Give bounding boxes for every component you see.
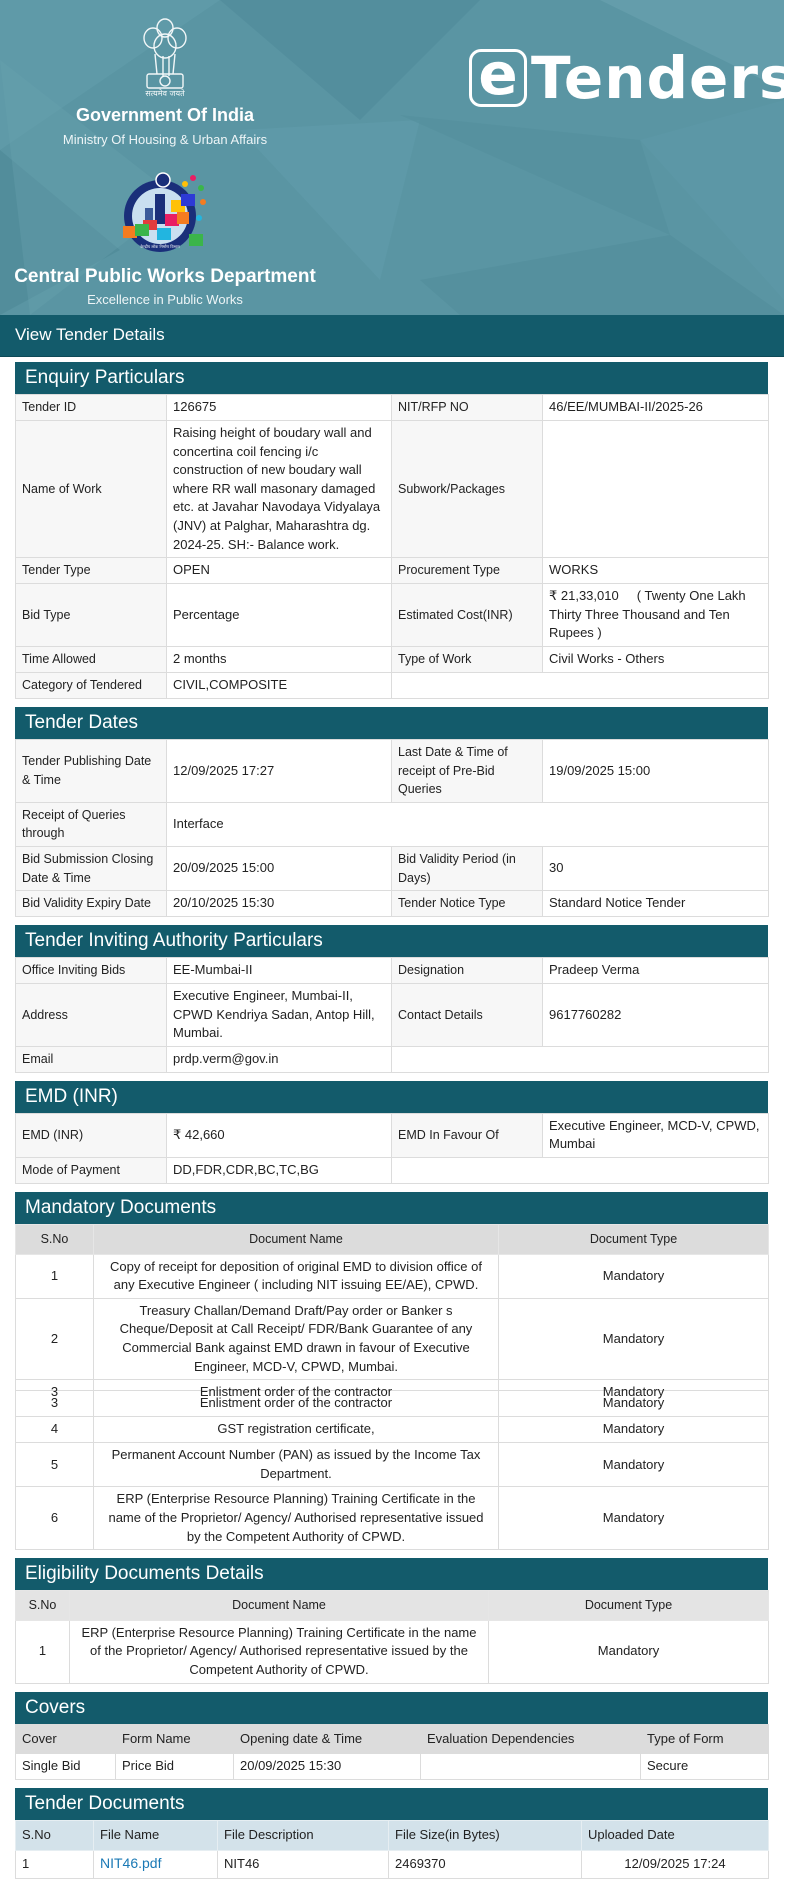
- contact-value: 9617760282: [543, 984, 769, 1047]
- file-cell: [94, 1850, 218, 1878]
- form-type-value: Secure: [641, 1754, 769, 1780]
- gov-title: Government Of India: [75, 105, 255, 125]
- section-enquiry-particulars: [15, 362, 768, 699]
- opening-date-value: 20/09/2025 15:30: [234, 1754, 421, 1780]
- table-header-row: [16, 1225, 769, 1255]
- table-row: [16, 584, 769, 647]
- doc-sno: 4: [16, 1417, 94, 1443]
- bid-type-value: Percentage: [167, 584, 392, 647]
- etenders-e-icon: e: [469, 49, 527, 107]
- column-header: Uploaded Date: [582, 1821, 769, 1851]
- tender-documents-table: [15, 1820, 769, 1879]
- column-header: Form Name: [116, 1724, 234, 1754]
- section-title: Mandatory Documents: [15, 1192, 768, 1224]
- column-header: S.No: [16, 1225, 94, 1255]
- column-header: Cover: [16, 1724, 116, 1754]
- cpwd-logo-text: केन्द्रीय लोक निर्माण विभाग: [140, 244, 180, 249]
- table-row: [16, 1417, 769, 1443]
- uploaded-date: 12/09/2025 17:24: [582, 1850, 769, 1878]
- field-label: Bid Submission Closing Date & Time: [16, 846, 167, 890]
- table-row: [16, 984, 769, 1047]
- table-row: [16, 1046, 769, 1072]
- table-row: [16, 395, 769, 421]
- estimated-cost-value: [543, 584, 769, 647]
- doc-name: Copy of receipt for deposition of original EMD to division office of any Executive Engineer ( including NIT issuing EE/AE), CPWD.: [94, 1254, 499, 1298]
- doc-name: Enlistment order of the contractor: [94, 1391, 499, 1417]
- field-label: Email: [16, 1046, 167, 1072]
- table-row: [16, 672, 769, 698]
- section-eligibility-documents: [15, 1558, 768, 1683]
- field-label: Bid Validity Expiry Date: [16, 891, 167, 917]
- field-label: Mode of Payment: [16, 1158, 167, 1184]
- mandatory-documents-table: [15, 1224, 769, 1550]
- table-row: [16, 1158, 769, 1184]
- emd-favour-value: Executive Engineer, MCD-V, CPWD, Mumbai: [543, 1113, 769, 1157]
- field-label: Bid Type: [16, 584, 167, 647]
- dept-title: Central Public Works Department: [14, 266, 316, 287]
- doc-sno: 2: [16, 1298, 94, 1379]
- section-inviting-authority: [15, 925, 768, 1073]
- column-header: S.No: [16, 1591, 70, 1621]
- section-title: Covers: [15, 1692, 768, 1724]
- procurement-type-value: WORKS: [543, 558, 769, 584]
- section-tender-documents: [15, 1788, 768, 1879]
- empty-cell: [392, 1158, 769, 1184]
- field-label: Designation: [392, 958, 543, 984]
- name-of-work-value: Raising height of boudary wall and concertina coil fencing i/c construction of new boudary wall where RR wall masonary damaged etc. at Javahar Navodaya Vidyalaya (JNV) at Palghar, Maharashtra dg. 2024-25. SH:- Balance work.: [167, 421, 392, 558]
- section-title: Tender Inviting Authority Particulars: [15, 925, 768, 957]
- table-header-row: [16, 1591, 769, 1621]
- section-title: EMD (INR): [15, 1081, 768, 1113]
- evaluation-deps-value: [421, 1754, 641, 1780]
- field-label: Office Inviting Bids: [16, 958, 167, 984]
- doc-type: Mandatory: [499, 1487, 769, 1550]
- table-row: [16, 802, 769, 846]
- tender-id-value: 126675: [167, 395, 392, 421]
- table-row: [16, 1754, 769, 1780]
- publish-date-value: 12/09/2025 17:27: [167, 739, 392, 802]
- table-row: [16, 739, 769, 802]
- field-label: NIT/RFP NO: [392, 395, 543, 421]
- table-row: [16, 1487, 769, 1550]
- section-tender-dates: [15, 707, 768, 917]
- payment-mode-value: DD,FDR,CDR,BC,TC,BG: [167, 1158, 392, 1184]
- field-label: Estimated Cost(INR): [392, 584, 543, 647]
- table-row: [16, 1113, 769, 1157]
- field-label: Receipt of Queries through: [16, 802, 167, 846]
- field-label: Time Allowed: [16, 646, 167, 672]
- cover-value: Single Bid: [16, 1754, 116, 1780]
- doc-name: ERP (Enterprise Resource Planning) Training Certificate in the name of the Proprietor/ Agency/ Authorised representative issued by the Competent Authority of CPWD.: [94, 1487, 499, 1550]
- doc-sno: 1: [16, 1620, 70, 1683]
- tender-type-value: OPEN: [167, 558, 392, 584]
- table-row: [16, 1298, 769, 1379]
- field-label: Address: [16, 984, 167, 1047]
- section-title: Tender Documents: [15, 1788, 768, 1820]
- file-size: 2469370: [389, 1850, 582, 1878]
- doc-name-partial: [94, 1380, 499, 1391]
- column-header: File Size(in Bytes): [389, 1821, 582, 1851]
- doc-name: Treasury Challan/Demand Draft/Pay order or Banker s Cheque/Deposit at Call Receipt/ FDR/Bank Guarantee of any Commercial Bank against EMD drawn in favour of Executive Engineer, MCD-V, CPWD, Mumbai.: [94, 1298, 499, 1379]
- closing-date-value: 20/09/2025 15:00: [167, 846, 392, 890]
- table-row: [16, 1254, 769, 1298]
- doc-type: Mandatory: [499, 1417, 769, 1443]
- email-value: prdp.verm@gov.in: [167, 1046, 392, 1072]
- queries-through-value: Interface: [167, 802, 769, 846]
- doc-sno: 1: [16, 1254, 94, 1298]
- table-row: [16, 1443, 769, 1487]
- doc-sno-partial: [16, 1380, 94, 1391]
- etenders-logo[interactable]: [469, 40, 794, 112]
- authority-table: [15, 957, 769, 1073]
- column-header: Evaluation Dependencies: [421, 1724, 641, 1754]
- covers-table: [15, 1724, 769, 1781]
- gov-subtitle: Ministry Of Housing & Urban Affairs: [62, 132, 268, 147]
- empty-cell: [392, 1046, 769, 1072]
- doc-type: Mandatory: [499, 1254, 769, 1298]
- section-covers: [15, 1692, 768, 1781]
- field-label: Tender Notice Type: [392, 891, 543, 917]
- tender-details-content: [15, 362, 768, 1887]
- column-header: Document Type: [489, 1591, 769, 1621]
- field-label: EMD (INR): [16, 1113, 167, 1157]
- doc-name: ERP (Enterprise Resource Planning) Training Certificate in the name of the Proprietor/ Agency/ Authorised representative issued by the Competent Authority of CPWD.: [70, 1620, 489, 1683]
- field-label: Tender Type: [16, 558, 167, 584]
- emblem-motto: सत्यमेव जयते: [145, 89, 185, 98]
- tender-dates-table: [15, 739, 769, 917]
- address-value: Executive Engineer, Mumbai-II, CPWD Kendriya Sadan, Antop Hill, Mumbai.: [167, 984, 392, 1047]
- column-header: File Name: [94, 1821, 218, 1851]
- header-banner: [0, 0, 794, 315]
- estimated-cost-words: ( Twenty One Lakh Thirty Three Thousand and Ten Rupees ): [549, 588, 746, 641]
- table-row: [16, 891, 769, 917]
- table-row: [16, 846, 769, 890]
- type-of-work-value: Civil Works - Others: [543, 646, 769, 672]
- empty-cell: [392, 672, 769, 698]
- table-header-row: [16, 1724, 769, 1754]
- doc-type-partial: [499, 1380, 769, 1391]
- national-emblem-logo: [135, 8, 195, 100]
- prebid-date-value: 19/09/2025 15:00: [543, 739, 769, 802]
- table-header-row: [16, 1821, 769, 1851]
- dept-subtitle: Excellence in Public Works: [87, 292, 243, 307]
- file-download-link[interactable]: NIT46.pdf: [100, 1855, 162, 1872]
- file-description: NIT46: [218, 1850, 389, 1878]
- form-name-value: Price Bid: [116, 1754, 234, 1780]
- enquiry-table: [15, 394, 769, 699]
- section-title: Tender Dates: [15, 707, 768, 739]
- section-emd: [15, 1081, 768, 1184]
- doc-sno: 6: [16, 1487, 94, 1550]
- field-label: Category of Tendered: [16, 672, 167, 698]
- page-title: View Tender Details: [15, 325, 165, 344]
- field-label: Type of Work: [392, 646, 543, 672]
- column-header: Document Name: [70, 1591, 489, 1621]
- office-value: EE-Mumbai-II: [167, 958, 392, 984]
- section-title: Eligibility Documents Details: [15, 1558, 768, 1590]
- doc-type: Mandatory: [489, 1620, 769, 1683]
- table-row: [16, 558, 769, 584]
- emd-value: ₹ 42,660: [167, 1113, 392, 1157]
- nit-value: 46/EE/MUMBAI-II/2025-26: [543, 395, 769, 421]
- file-sno: 1: [16, 1850, 94, 1878]
- cpwd-logo: [115, 168, 215, 260]
- field-label: Procurement Type: [392, 558, 543, 584]
- doc-name: GST registration certificate,: [94, 1417, 499, 1443]
- field-label: Subwork/Packages: [392, 421, 543, 558]
- doc-name: Permanent Account Number (PAN) as issued by the Income Tax Department.: [94, 1443, 499, 1487]
- table-row: [16, 421, 769, 558]
- estimated-cost-amount: ₹ 21,33,010: [549, 588, 619, 604]
- doc-type: Mandatory: [499, 1443, 769, 1487]
- field-label: Name of Work: [16, 421, 167, 558]
- field-label: Bid Validity Period (in Days): [392, 846, 543, 890]
- section-mandatory-documents: [15, 1192, 768, 1550]
- table-row: [16, 1850, 769, 1878]
- table-row: [16, 1620, 769, 1683]
- time-allowed-value: 2 months: [167, 646, 392, 672]
- doc-type: Mandatory: [499, 1298, 769, 1379]
- expiry-date-value: 20/10/2025 15:30: [167, 891, 392, 917]
- table-row: [16, 646, 769, 672]
- column-header: Document Type: [499, 1225, 769, 1255]
- category-value: CIVIL,COMPOSITE: [167, 672, 392, 698]
- table-row: [16, 1391, 769, 1417]
- field-label: EMD In Favour Of: [392, 1113, 543, 1157]
- etenders-wordmark: Tenders: [531, 44, 794, 112]
- emd-table: [15, 1113, 769, 1184]
- validity-period-value: 30: [543, 846, 769, 890]
- field-label: Contact Details: [392, 984, 543, 1047]
- section-title: Enquiry Particulars: [15, 362, 768, 394]
- eligibility-documents-table: [15, 1590, 769, 1683]
- page-title-bar: [0, 315, 784, 357]
- field-label: Tender Publishing Date & Time: [16, 739, 167, 802]
- doc-type: Mandatory: [499, 1391, 769, 1417]
- table-row: [16, 958, 769, 984]
- field-label: Tender ID: [16, 395, 167, 421]
- column-header: Opening date & Time: [234, 1724, 421, 1754]
- column-header: S.No: [16, 1821, 94, 1851]
- doc-sno: 5: [16, 1443, 94, 1487]
- notice-type-value: Standard Notice Tender: [543, 891, 769, 917]
- field-label: Last Date & Time of receipt of Pre-Bid Queries: [392, 739, 543, 802]
- subwork-value: [543, 421, 769, 558]
- column-header: Document Name: [94, 1225, 499, 1255]
- column-header: File Description: [218, 1821, 389, 1851]
- doc-sno: 3: [16, 1391, 94, 1417]
- column-header: Type of Form: [641, 1724, 769, 1754]
- table-row-partial-duplicate: [16, 1380, 769, 1391]
- designation-value: Pradeep Verma: [543, 958, 769, 984]
